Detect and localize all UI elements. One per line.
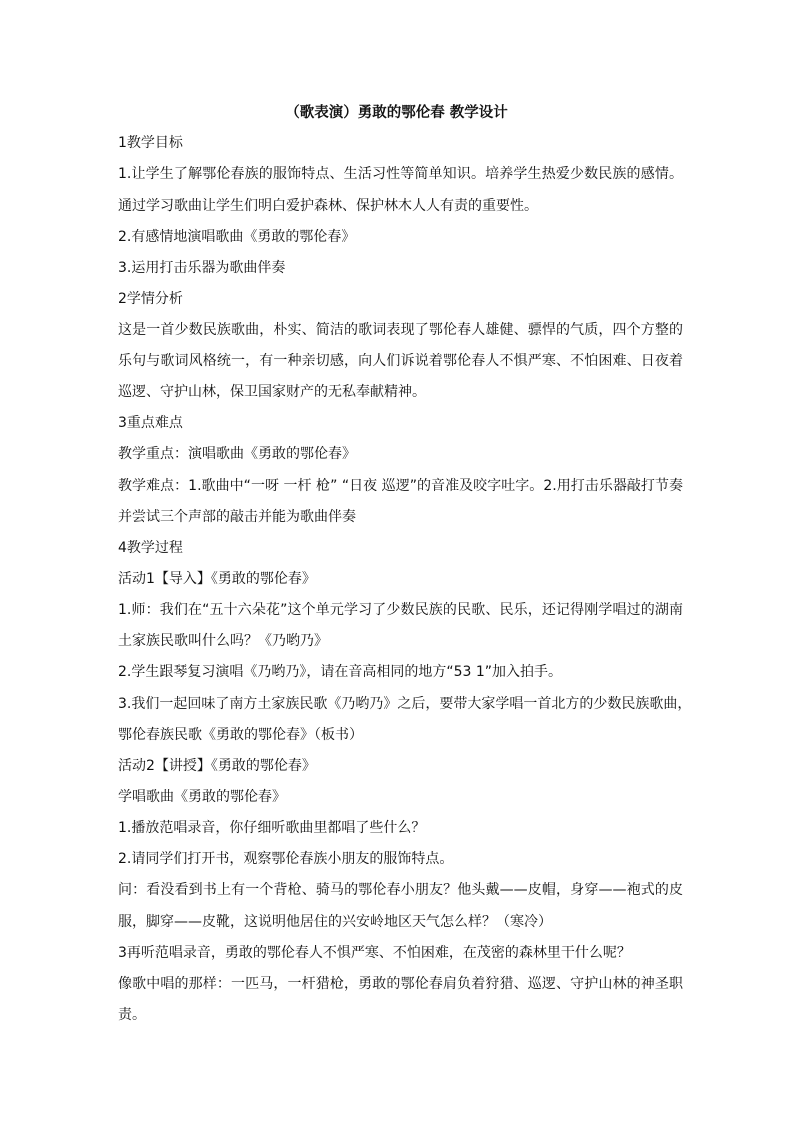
paragraph-line: 通过学习歌曲让学生们明白爱护森林、保护林木人人有责的重要性。 xyxy=(118,198,538,214)
paragraph-line: 1.播放范唱录音，你仔细听歌曲里都唱了些什么？ xyxy=(118,820,426,836)
document-title: （歌表演）勇敢的鄂伦春 教学设计 xyxy=(285,105,508,121)
paragraph-line: 服，脚穿——皮靴，这说明他居住的兴安岭地区天气怎么样？（寒冷） xyxy=(118,914,552,930)
paragraph-line: 巡逻、守护山林，保卫国家财产的无私奉献精神。 xyxy=(118,384,426,400)
paragraph-line: 2.学生跟琴复习演唱《乃哟乃》，请在音高相同的地方“53 1”加入拍手。 xyxy=(118,664,563,680)
paragraph-line: 乐句与歌词风格统一，有一种亲切感，向人们诉说着鄂伦春人不惧严寒、不怕困难、日夜着 xyxy=(118,353,683,369)
paragraph-line: 像歌中唱的那样：一匹马，一杆猎枪，勇敢的鄂伦春肩负着狩猎、巡逻、守护山林的神圣职 xyxy=(118,976,683,992)
paragraph-line: 土家族民歌叫什么吗？《乃哟乃》 xyxy=(118,633,328,649)
section-heading-analysis: 2学情分析 xyxy=(118,291,183,307)
paragraph-line: 并尝试三个声部的敲击并能为歌曲伴奏 xyxy=(118,509,356,525)
paragraph-line: 3再听范唱录音，勇敢的鄂伦春人不惧严寒、不怕困难，在茂密的森林里干什么呢？ xyxy=(118,945,631,961)
paragraph-line: 3.我们一起回味了南方土家族民歌《乃哟乃》之后，要带大家学唱一首北方的少数民族歌曲， xyxy=(118,696,692,712)
paragraph-line: 问：看没看到书上有一个背枪、骑马的鄂伦春小朋友？他头戴——皮帽，身穿——袍式的皮 xyxy=(118,882,683,898)
paragraph-line: 1.师：我们在“五十六朵花”这个单元学习了少数民族的民歌、民乐，还记得刚学唱过的湖南 xyxy=(118,602,683,618)
paragraph-line: 学唱歌曲《勇敢的鄂伦春》 xyxy=(118,789,286,805)
paragraph-line: 3.运用打击乐器为歌曲伴奏 xyxy=(118,260,286,276)
paragraph-line: 这是一首少数民族歌曲，朴实、简洁的歌词表现了鄂伦春人雄健、骠悍的气质，四个方整的 xyxy=(118,322,683,338)
paragraph-line: 2.有感情地演唱歌曲《勇敢的鄂伦春》 xyxy=(118,229,356,245)
activity-heading: 活动1【导入】《勇敢的鄂伦春》 xyxy=(118,571,316,587)
paragraph-line: 2.请同学们打开书，观察鄂伦春族小朋友的服饰特点。 xyxy=(118,851,454,867)
paragraph-line: 教学难点：1.歌曲中“一呀 一杆 枪” “日夜 巡逻”的音准及咬字吐字。2.用打击乐器敲打节奏 xyxy=(118,478,683,494)
section-heading-objectives: 1教学目标 xyxy=(118,135,183,151)
paragraph-line: 责。 xyxy=(118,1007,146,1023)
paragraph-line: 教学重点：演唱歌曲《勇敢的鄂伦春》 xyxy=(118,446,356,462)
section-heading-process: 4教学过程 xyxy=(118,540,183,556)
paragraph-line: 1.让学生了解鄂伦春族的服饰特点、生活习性等简单知识。培养学生热爱少数民族的感情。 xyxy=(118,166,683,182)
activity-heading: 活动2【讲授】《勇敢的鄂伦春》 xyxy=(118,758,316,774)
section-heading-key-points: 3重点难点 xyxy=(118,415,183,431)
paragraph-line: 鄂伦春族民歌《勇敢的鄂伦春》（板书） xyxy=(118,727,363,743)
